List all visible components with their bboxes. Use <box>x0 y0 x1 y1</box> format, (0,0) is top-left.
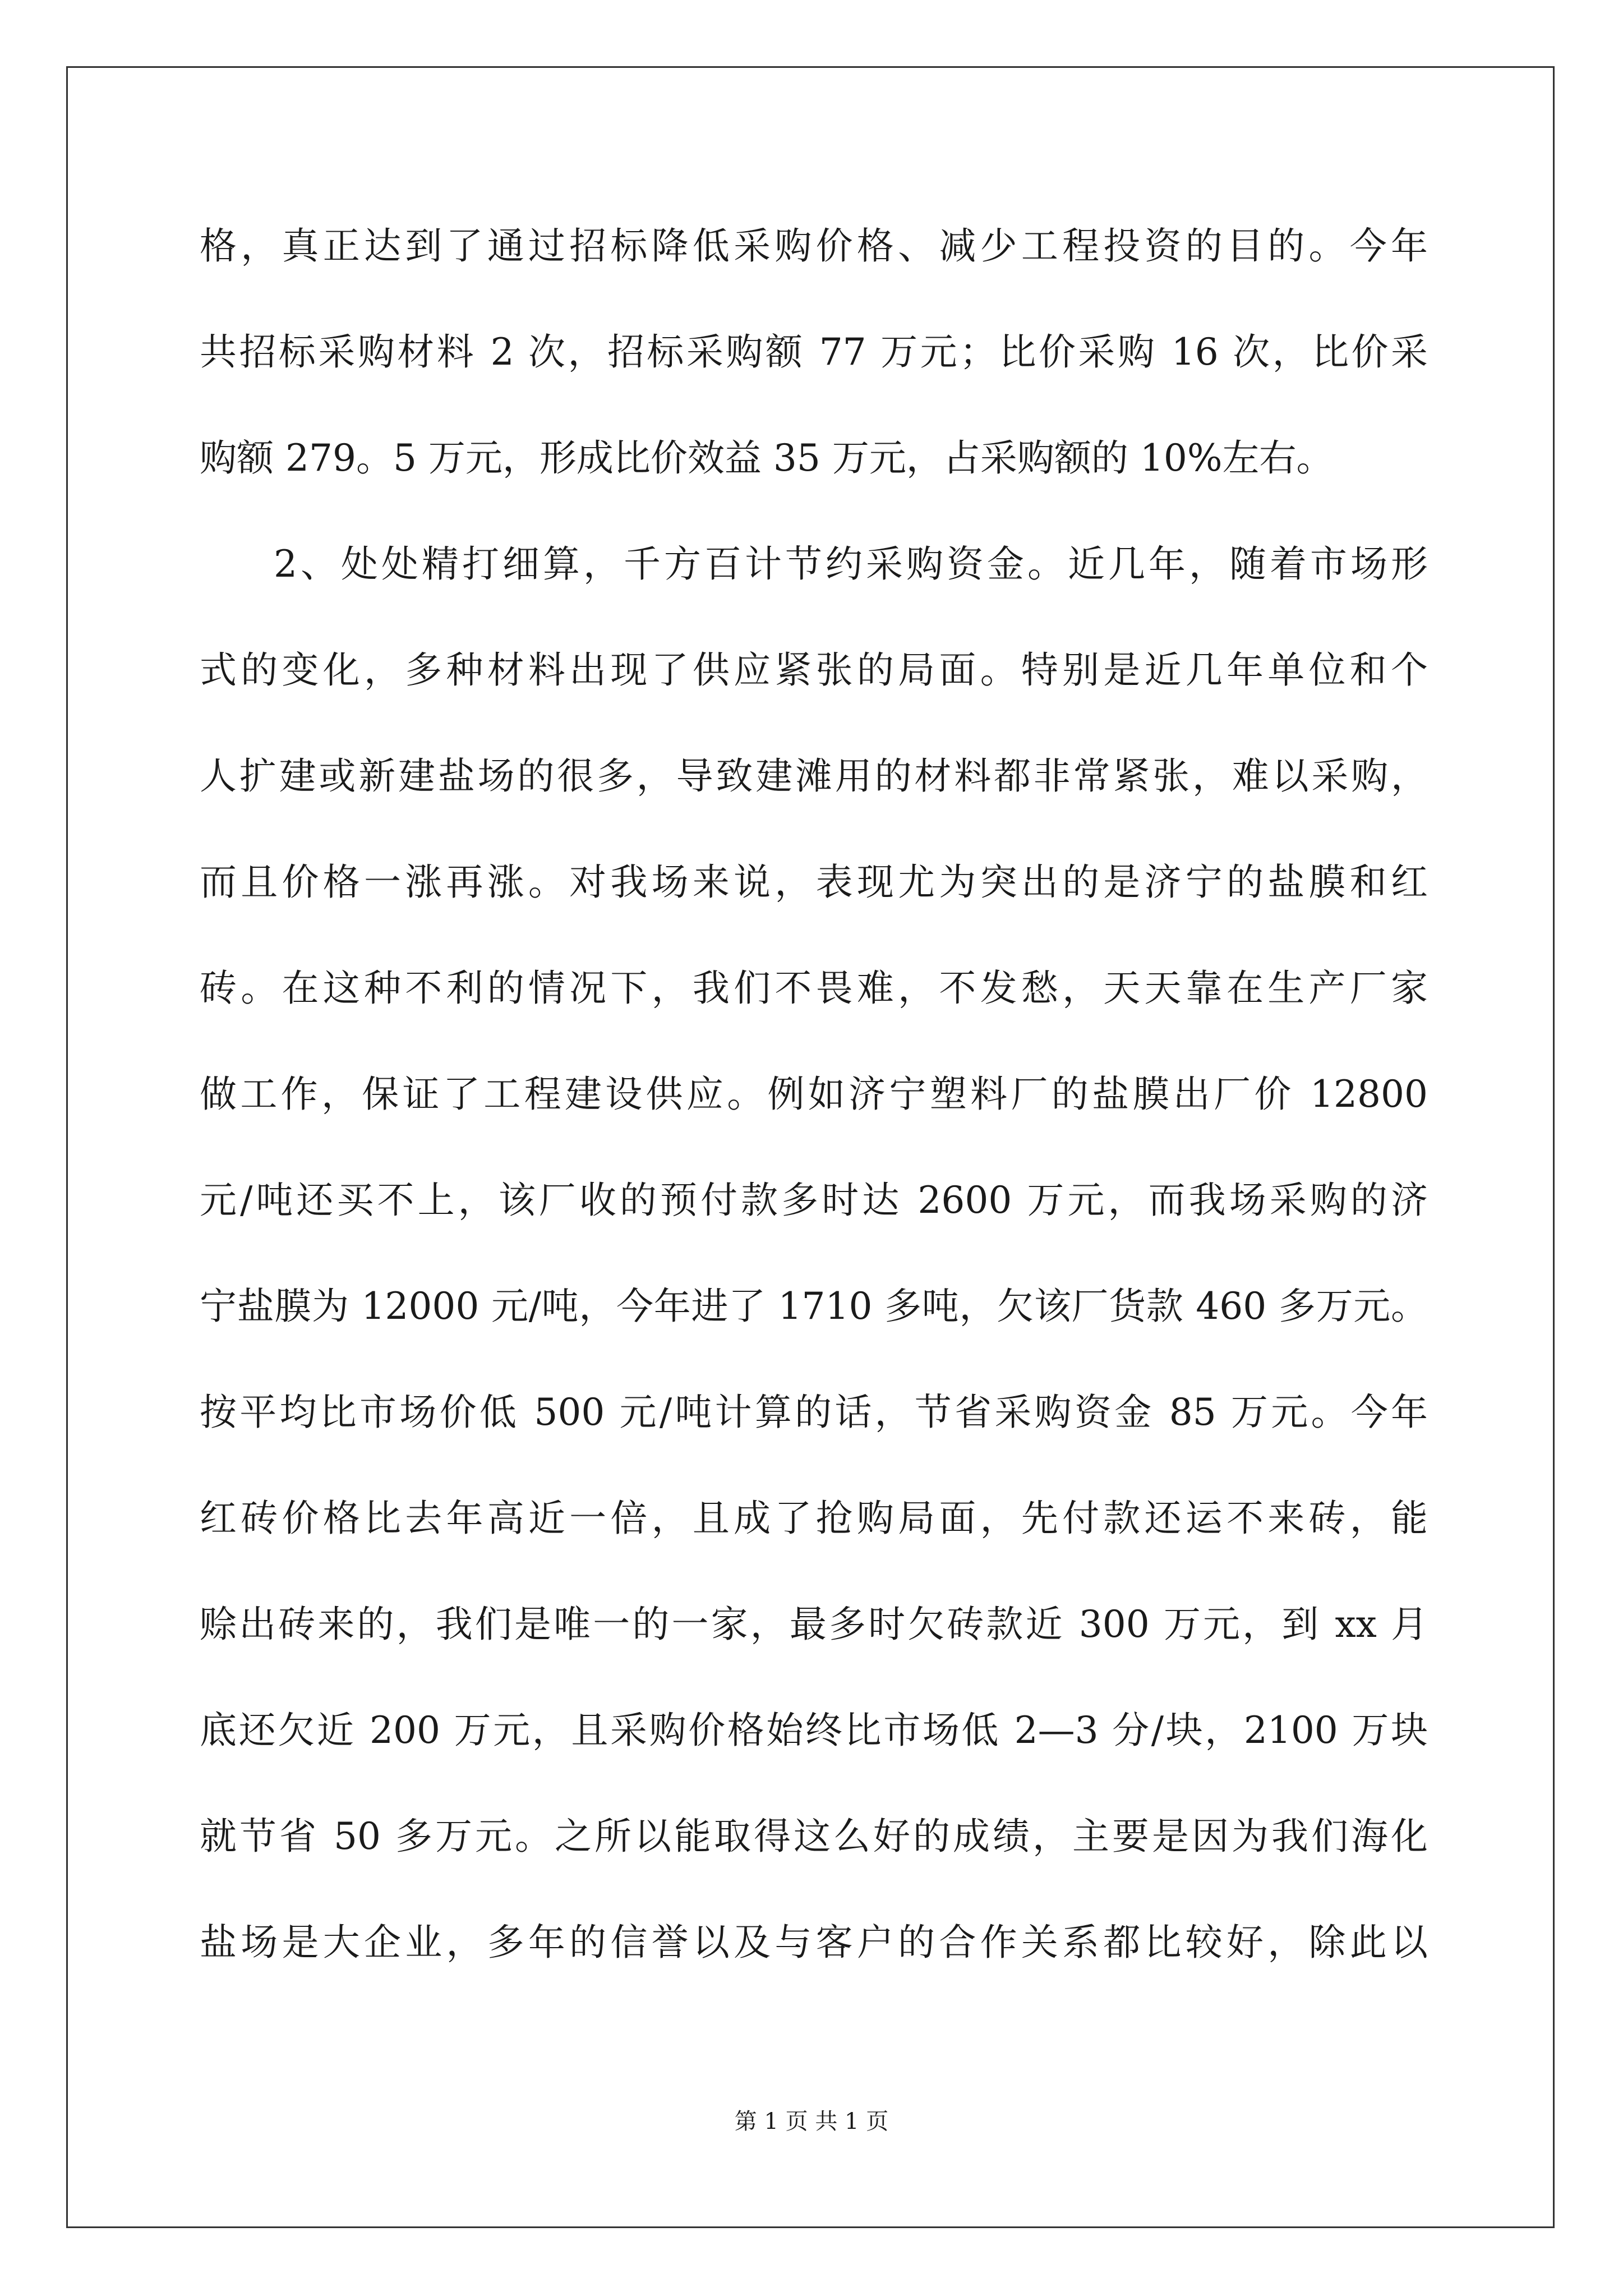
text-line: 底还欠近 200 万元，且采购价格始终比市场低 2—3 分/块，2100 万块 <box>200 1709 1428 1752</box>
text-line: 就节省 50 多万元。之所以能取得这么好的成绩，主要是因为我们海化 <box>200 1815 1428 1858</box>
text-line: 砖。在这种不利的情况下，我们不畏难，不发愁，天天靠在生产厂家 <box>200 967 1428 1010</box>
page-footer: 第 1 页 共 1 页 <box>734 2109 889 2134</box>
text-line: 而且价格一涨再涨。对我场来说，表现尤为突出的是济宁的盐膜和红 <box>200 861 1428 904</box>
text-line: 盐场是大企业，多年的信誉以及与客户的合作关系都比较好，除此以 <box>200 1921 1428 1964</box>
text-line: 按平均比市场价低 500 元/吨计算的话，节省采购资金 85 万元。今年 <box>200 1391 1428 1434</box>
text-line: 红砖价格比去年高近一倍，且成了抢购局面，先付款还运不来砖，能 <box>200 1497 1428 1540</box>
text-line: 人扩建或新建盐场的很多，导致建滩用的材料都非常紧张，难以采购， <box>200 754 1428 798</box>
text-line: 格，真正达到了通过招标降低采购价格、减少工程投资的目的。今年 <box>200 224 1428 268</box>
document-body <box>200 210 1428 2012</box>
text-line: 赊出砖来的，我们是唯一的一家，最多时欠砖款近 300 万元，到 xx 月 <box>200 1603 1428 1646</box>
text-line: 购额 279。5 万元，形成比价效益 35 万元，占采购额的 10%左右。 <box>200 436 1334 480</box>
text-line: 宁盐膜为 12000 元/吨，今年进了 1710 多吨，欠该厂货款 460 多万元。 <box>200 1285 1428 1328</box>
text-line: 2、处处精打细算，千方百计节约采购资金。近几年，随着市场形 <box>274 542 1428 586</box>
text-line: 元/吨还买不上，该厂收的预付款多时达 2600 万元，而我场采购的济 <box>200 1179 1428 1222</box>
text-line: 共招标采购材料 2 次，招标采购额 77 万元；比价采购 16 次，比价采 <box>200 330 1428 374</box>
text-line: 式的变化，多种材料出现了供应紧张的局面。特别是近几年单位和个 <box>200 648 1428 692</box>
text-line: 做工作，保证了工程建设供应。例如济宁塑料厂的盐膜出厂价 12800 <box>200 1073 1428 1116</box>
